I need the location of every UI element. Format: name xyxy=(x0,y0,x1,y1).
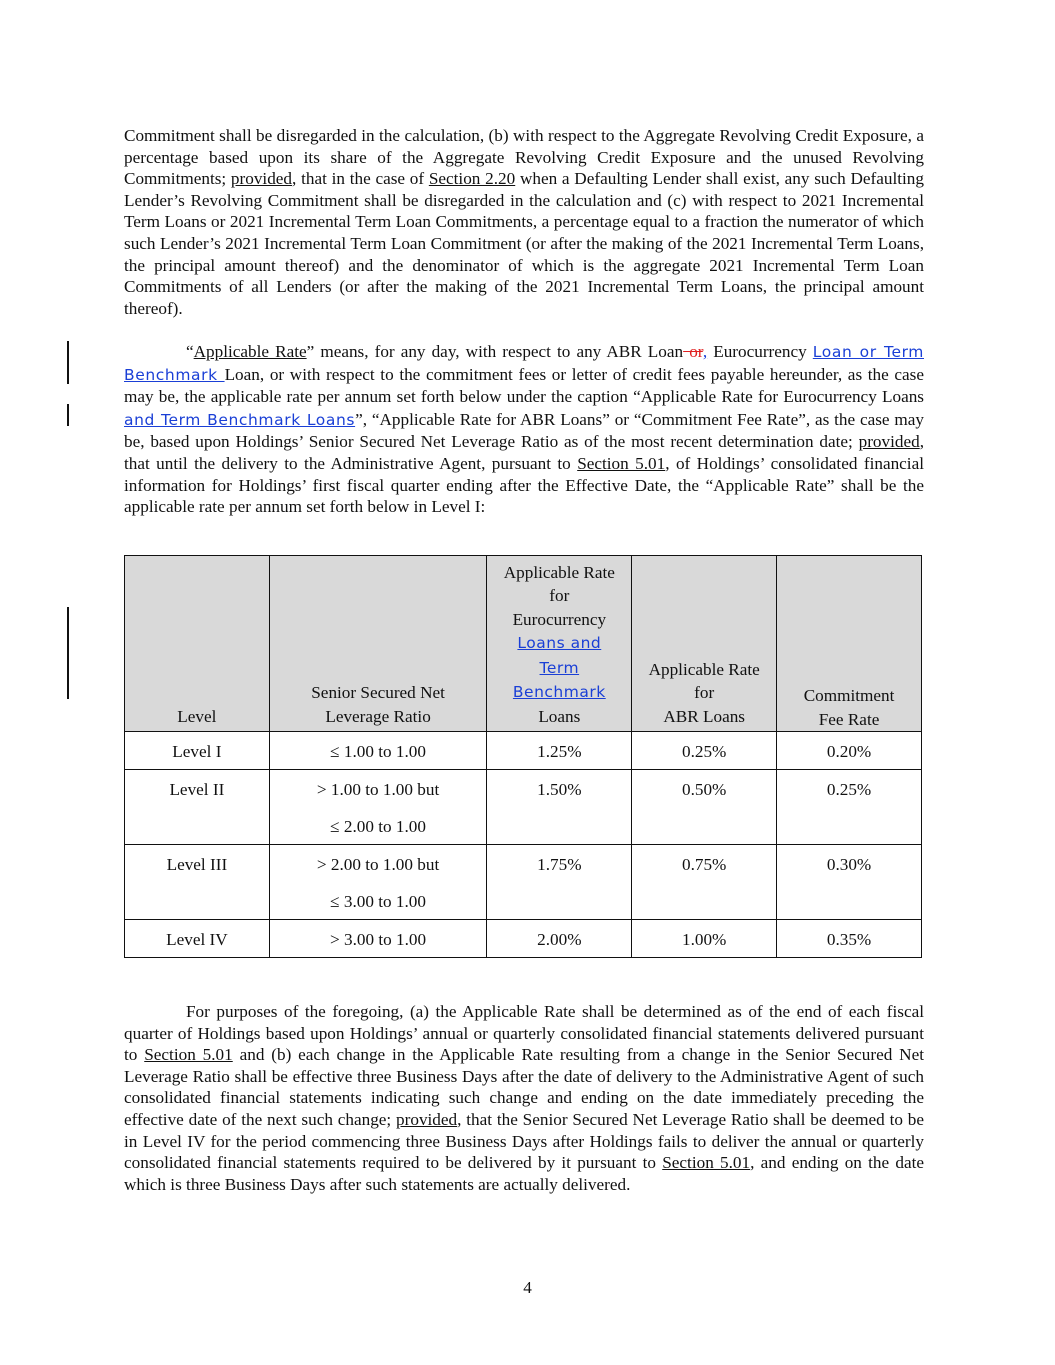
provided-term: provided xyxy=(858,432,920,452)
defined-term: Applicable Rate xyxy=(193,342,307,361)
cell-fee-rate: 0.20% xyxy=(777,732,922,770)
table-row xyxy=(125,845,922,920)
deleted-text: or xyxy=(683,342,703,361)
paragraph-commitment xyxy=(124,125,924,319)
cell-abr-rate: 1.00% xyxy=(632,920,777,958)
text-run: Eurocurrency xyxy=(707,342,813,361)
paragraph-determination xyxy=(124,1001,924,1195)
cell-euro-rate: 1.50% xyxy=(487,770,632,845)
cell-abr-rate: 0.50% xyxy=(632,770,777,845)
cell-ratio: > 3.00 to 1.00 xyxy=(269,920,487,958)
text-run: , that in the case of xyxy=(292,169,429,189)
section-reference: Section 5.01 xyxy=(144,1045,233,1065)
cell-abr-rate: 0.75% xyxy=(632,845,777,920)
text-run: and (b) each change in the Applicable Rate resulting from a change in the Senior Secured Net Leverage Ratio shall be effective three Business Days after the date of delivery to the Administrative Agent of such consolidated financial statements indicating such change and ending on the date immediately preceding the effective date of the next such change; xyxy=(124,1045,924,1129)
cell-ratio: ≤ 1.00 to 1.00 xyxy=(269,732,487,770)
cell-euro-rate: 1.75% xyxy=(487,845,632,920)
applicable-rate-table xyxy=(124,555,922,958)
section-reference: Section 5.01 xyxy=(662,1153,751,1173)
cell-euro-rate: 1.25% xyxy=(487,732,632,770)
text-run: Commitment shall be disregarded in the calculation, (b) with respect to the Aggregate Revolving Credit Exposure, a percentage based upon its share of the Aggregate Revolving Credit Exposure and the unused Revolving Commitments; xyxy=(124,126,924,189)
table-row xyxy=(125,770,922,845)
text-run: , of Holdings’ consolidated financial information for Holdings’ first fiscal quarter ending after the Effective Date, the “Applicable Rate” shall be the applicable rate per annum set forth below in Level I: xyxy=(124,453,924,517)
header-abr-rate: Applicable Rate for ABR Loans xyxy=(632,556,777,732)
provided-term: provided xyxy=(396,1109,458,1129)
page-number: 4 xyxy=(523,1278,532,1297)
inserted-text: and Term Benchmark Loans xyxy=(124,410,356,429)
cell-ratio: > 1.00 to 1.00 but ≤ 2.00 to 1.00 xyxy=(269,770,487,845)
cell-level: Level III xyxy=(125,845,270,920)
text-run: when a Defaulting Lender shall exist, any such Defaulting Lender’s Revolving Commitment shall be disregarded in the calculation and (c) with respect to 2021 Incremental Term Loans or 2021 Incremental Term Loan Commitments, a percentage equal to a fraction the numerator of which such Lender’s 2021 Incremental Term Loan Commitment (or after the making of the 2021 Incremental Term Loans, the principal amount thereof) and the denominator of which is the aggregate 2021 Incremental Term Loan Commitments of all Lenders (or after the making of the 2021 Incremental Term Loans, the principal amount thereof). xyxy=(124,169,924,318)
cell-euro-rate: 2.00% xyxy=(487,920,632,958)
text-run: Loan, or with respect to the commitment fees or letter of credit fees payable hereunder, as the case may be, the applicable rate per annum set forth below under the caption “Applicable Rate for Eurocurrency Loans xyxy=(124,364,924,407)
cell-ratio: > 2.00 to 1.00 but ≤ 3.00 to 1.00 xyxy=(269,845,487,920)
inserted-text: Benchmark xyxy=(512,683,606,701)
inserted-text: Term xyxy=(539,658,580,677)
inserted-text: Loans and xyxy=(517,634,602,652)
table-row xyxy=(125,920,922,958)
cell-level: Level I xyxy=(125,732,270,770)
text-run: For purposes of the foregoing, (a) the Applicable Rate shall be determined as of the end of each fiscal quarter of Holdings based upon Holdings’ annual or quarterly consolidated financial statements delivered pursuant to xyxy=(124,1002,924,1065)
section-reference: Section 5.01 xyxy=(577,453,666,473)
cell-fee-rate: 0.35% xyxy=(777,920,922,958)
text-run: , and ending on the date which is three Business Days after such statements are actually delivered. xyxy=(124,1153,924,1194)
cell-level: Level II xyxy=(125,770,270,845)
change-bar xyxy=(67,404,69,426)
cell-level: Level IV xyxy=(125,920,270,958)
text-run: , that the Senior Secured Net Leverage Ratio shall be deemed to be in Level IV for the period commencing three Business Days after Holdings fails to deliver the annual or quarterly consolidated financial statements required to be delivered by it pursuant to xyxy=(124,1109,924,1173)
change-bar xyxy=(67,341,69,384)
text-run: “ xyxy=(186,342,194,361)
header-eurocurrency-rate: Applicable Rate for Eurocurrency Loans and Term Benchmark Loans xyxy=(487,556,632,732)
cell-abr-rate: 0.25% xyxy=(632,732,777,770)
header-level: Level xyxy=(125,556,270,732)
table-row xyxy=(125,732,922,770)
text-run: ”, “Applicable Rate for ABR Loans” or “Commitment Fee Rate”, as the case may be, based upon Holdings’ Senior Secured Net Leverage Ratio as of the most recent determination date; xyxy=(124,409,924,452)
inserted-text: Loan or Term Benchmark xyxy=(124,343,924,384)
provided-term: provided xyxy=(230,169,293,189)
table-header-row xyxy=(125,556,922,732)
paragraph-applicable-rate-definition xyxy=(124,341,924,518)
section-reference: Section 2.20 xyxy=(428,169,516,189)
header-commitment-fee: Commitment Fee Rate xyxy=(777,556,922,732)
cell-fee-rate: 0.25% xyxy=(777,770,922,845)
text-run: ” means, for any day, with respect to any ABR Loan xyxy=(306,342,684,361)
change-bar xyxy=(67,607,69,699)
text-run: , that until the delivery to the Administrative Agent, pursuant to xyxy=(124,432,924,473)
inserted-text: , xyxy=(702,342,708,361)
cell-fee-rate: 0.30% xyxy=(777,845,922,920)
header-leverage-ratio: Senior Secured Net Leverage Ratio xyxy=(269,556,487,732)
